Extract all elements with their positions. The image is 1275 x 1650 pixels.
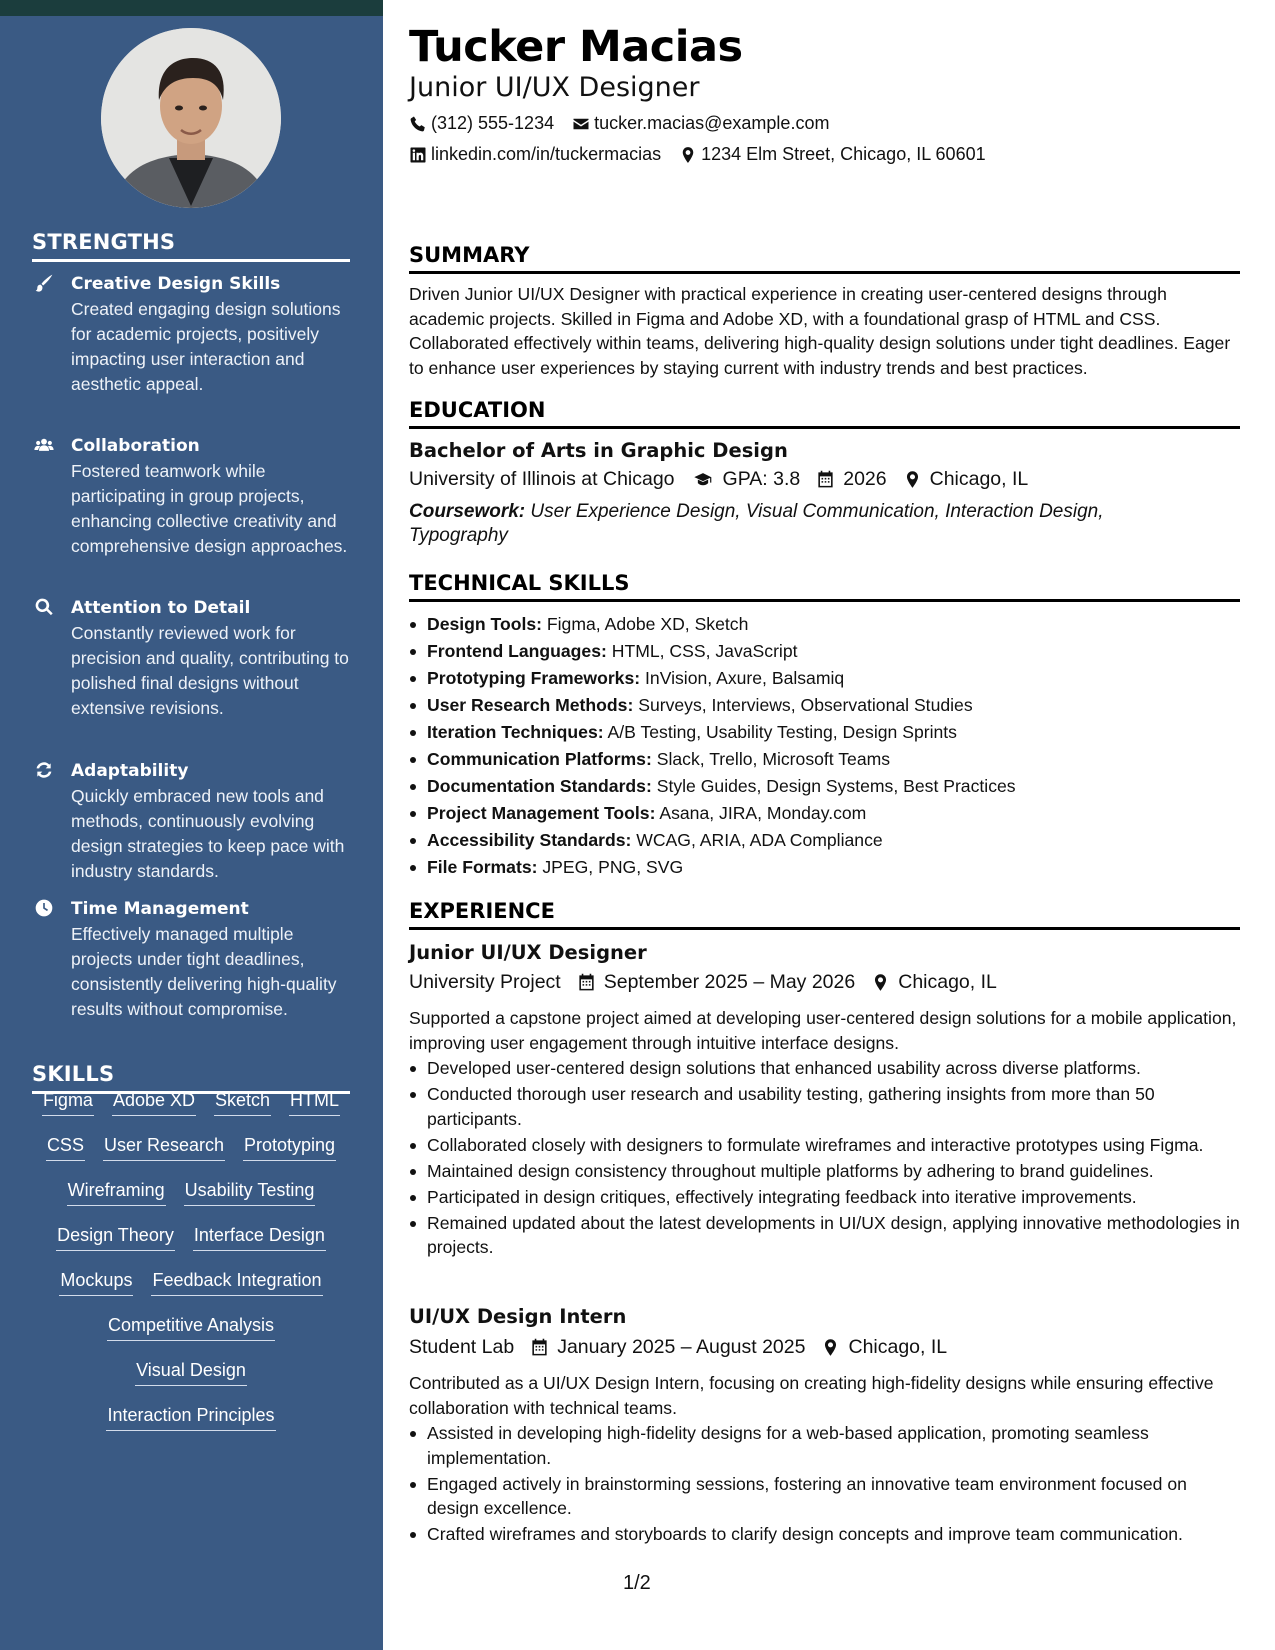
contact-row	[409, 113, 847, 134]
coursework-label: Coursework:	[409, 501, 526, 522]
skill-values: Surveys, Interviews, Observational Studies	[638, 695, 973, 715]
skill-category: File Formats:	[427, 857, 538, 877]
strength-item	[32, 596, 352, 721]
strength-item	[32, 272, 352, 397]
list-item: Remained updated about the latest developments in UI/UX design, applying innovative methodologies in projects.	[409, 1211, 1240, 1260]
strength-description: Quickly embraced new tools and methods, continuously evolving design strategies to keep pace with industry standards.	[71, 786, 345, 881]
clock-icon	[32, 897, 56, 919]
skill-tag: Feedback Integration	[151, 1268, 322, 1296]
coursework	[409, 500, 1169, 548]
skill-values: Style Guides, Design Systems, Best Practices	[656, 776, 1016, 796]
job-title: UI/UX Design Intern	[409, 1305, 627, 1328]
phone-number: (312) 555-1234	[431, 113, 555, 133]
skill-tag: Interaction Principles	[106, 1403, 275, 1431]
job-bullets	[409, 1056, 1240, 1261]
strength-title: Creative Design Skills	[71, 274, 281, 294]
list-item	[409, 692, 1240, 719]
strength-item	[32, 897, 352, 1022]
skill-tag: Usability Testing	[184, 1178, 316, 1206]
calendar-icon	[816, 470, 835, 489]
list-item	[409, 746, 1240, 773]
list-item: Developed user-centered design solutions that enhanced usability across diverse platforms.	[409, 1056, 1240, 1081]
skill-tag: Mockups	[59, 1268, 133, 1296]
search-icon	[32, 596, 56, 618]
list-item: Conducted thorough user research and usability testing, gathering insights from more than 50 participants.	[409, 1082, 1240, 1131]
summary-heading: SUMMARY	[409, 243, 1240, 274]
degree-title: Bachelor of Arts in Graphic Design	[409, 439, 788, 462]
strength-item	[32, 759, 352, 884]
list-item	[409, 773, 1240, 800]
paint-brush-icon	[32, 272, 56, 294]
email-address: tucker.macias@example.com	[594, 113, 830, 133]
list-item: Crafted wireframes and storyboards to clarify design concepts and improve team communication.	[409, 1522, 1240, 1547]
technical-skills-heading: TECHNICAL SKILLS	[409, 571, 1240, 602]
skill-category: Frontend Languages:	[427, 641, 607, 661]
education-meta	[409, 468, 1044, 491]
job-location: Chicago, IL	[898, 971, 997, 993]
strength-title: Time Management	[71, 899, 249, 919]
strength-title: Attention to Detail	[71, 598, 251, 618]
users-icon	[32, 434, 56, 456]
job-organization: Student Lab	[409, 1336, 515, 1358]
candidate-title: Junior UI/UX Designer	[409, 72, 700, 103]
list-item	[409, 638, 1240, 665]
education-location: Chicago, IL	[929, 468, 1029, 490]
skill-tag: Wireframing	[67, 1178, 166, 1206]
candidate-name: Tucker Macias	[409, 22, 743, 72]
skill-tag: Interface Design	[193, 1223, 326, 1251]
sidebar-top-band	[0, 0, 383, 16]
page-number: 1/2	[623, 1572, 651, 1594]
list-item: Maintained design consistency throughout multiple platforms by adhering to brand guidelines.	[409, 1159, 1240, 1184]
skill-values: JPEG, PNG, SVG	[542, 857, 684, 877]
sidebar	[0, 16, 383, 1650]
strength-description: Fostered teamwork while participating in group projects, enhancing collective creativity and comprehensive design approaches.	[71, 461, 348, 556]
list-item	[409, 665, 1240, 692]
strength-description: Effectively managed multiple projects under tight deadlines, consistently delivering high-quality results without compromise.	[71, 924, 337, 1019]
skill-values: WCAG, ARIA, ADA Compliance	[636, 830, 883, 850]
job-meta	[409, 1336, 963, 1359]
skills-list	[32, 1088, 350, 1448]
experience-heading: EXPERIENCE	[409, 899, 1240, 930]
skill-tag: Sketch	[214, 1088, 271, 1116]
skill-tag: Adobe XD	[112, 1088, 196, 1116]
job-location: Chicago, IL	[848, 1336, 948, 1358]
email-contact[interactable]	[572, 113, 829, 134]
skill-values: Slack, Trello, Microsoft Teams	[656, 749, 891, 769]
map-pin-icon	[821, 1338, 840, 1357]
skill-tag: Competitive Analysis	[107, 1313, 275, 1341]
skills-heading: SKILLS	[32, 1062, 350, 1094]
skill-values: HTML, CSS, JavaScript	[611, 641, 798, 661]
coursework-list: User Experience Design, Visual Communication, Interaction Design, Typography	[409, 501, 1104, 546]
skill-values: Asana, JIRA, Monday.com	[659, 803, 867, 823]
envelope-icon	[572, 115, 590, 133]
list-item	[409, 611, 1240, 638]
list-item	[409, 854, 1240, 881]
skill-category: Design Tools:	[427, 614, 543, 634]
skill-category: Iteration Techniques:	[427, 722, 604, 742]
skill-tag: Design Theory	[56, 1223, 175, 1251]
technical-skills-list	[409, 611, 1240, 881]
education-heading: EDUCATION	[409, 398, 1240, 429]
address-contact	[679, 144, 986, 165]
school-name: University of Illinois at Chicago	[409, 468, 675, 490]
calendar-icon	[577, 973, 596, 992]
job-title: Junior UI/UX Designer	[409, 941, 647, 964]
skill-values: A/B Testing, Usability Testing, Design Sprints	[607, 722, 957, 742]
skill-tag: User Research	[103, 1133, 225, 1161]
avatar	[101, 28, 281, 208]
graduation-cap-icon	[691, 470, 715, 489]
street-address: 1234 Elm Street, Chicago, IL 60601	[701, 144, 986, 164]
skill-category: Documentation Standards:	[427, 776, 652, 796]
map-pin-icon	[903, 470, 922, 489]
skill-values: InVision, Axure, Balsamiq	[645, 668, 845, 688]
list-item: Collaborated closely with designers to formulate wireframes and interactive prototypes using Figma.	[409, 1133, 1240, 1158]
phone-icon	[409, 115, 427, 133]
skill-category: Accessibility Standards:	[427, 830, 632, 850]
list-item: Engaged actively in brainstorming sessions, fostering an innovative team environment focused on design excellence.	[409, 1472, 1240, 1521]
job-bullets	[409, 1421, 1240, 1548]
list-item	[409, 827, 1240, 854]
strengths-heading: STRENGTHS	[32, 230, 350, 262]
job-organization: University Project	[409, 971, 561, 993]
job-summary: Contributed as a UI/UX Design Intern, focusing on creating high-fidelity designs while ensuring effective collaboration with technical teams.	[409, 1373, 1214, 1418]
contact-row	[409, 144, 1004, 165]
list-item	[409, 719, 1240, 746]
map-pin-icon	[679, 146, 697, 164]
skill-category: Communication Platforms:	[427, 749, 652, 769]
job-dates: January 2025 – August 2025	[557, 1336, 806, 1358]
map-pin-icon	[871, 973, 890, 992]
calendar-icon	[530, 1338, 549, 1357]
skill-category: User Research Methods:	[427, 695, 634, 715]
graduation-year: 2026	[843, 468, 887, 490]
list-item	[409, 800, 1240, 827]
strength-item	[32, 434, 352, 559]
skill-tag: HTML	[289, 1088, 340, 1116]
profile-photo	[101, 28, 281, 208]
skill-tag: Figma	[42, 1088, 94, 1116]
strength-description: Created engaging design solutions for academic projects, positively impacting user interaction and aesthetic appeal.	[71, 299, 341, 394]
gpa: GPA: 3.8	[722, 468, 801, 490]
list-item: Participated in design critiques, effectively integrating feedback into iterative improvements.	[409, 1185, 1240, 1210]
skill-category: Project Management Tools:	[427, 803, 656, 823]
skill-category: Prototyping Frameworks:	[427, 668, 641, 688]
linkedin-url: linkedin.com/in/tuckermacias	[431, 144, 662, 164]
skill-tag: Visual Design	[135, 1358, 247, 1386]
job-meta	[409, 971, 1013, 994]
job-dates: September 2025 – May 2026	[603, 971, 856, 993]
refresh-icon	[32, 759, 56, 781]
job-summary: Supported a capstone project aimed at developing user-centered design solutions for a mobile application, improving user engagement through intuitive interface designs.	[409, 1008, 1237, 1053]
strength-description: Constantly reviewed work for precision and quality, contributing to polished final designs without extensive revisions.	[71, 623, 349, 718]
phone-contact[interactable]	[409, 113, 554, 134]
linkedin-icon	[409, 146, 427, 164]
strength-title: Adaptability	[71, 761, 189, 781]
skill-tag: Prototyping	[243, 1133, 336, 1161]
linkedin-contact[interactable]	[409, 144, 661, 165]
skill-values: Figma, Adobe XD, Sketch	[546, 614, 749, 634]
summary-text: Driven Junior UI/UX Designer with practical experience in creating user-centered designs through academic projects. Skilled in Figma and Adobe XD, with a foundational grasp of HTML and CSS. Collaborated effectively within teams, delivering high-quality design solutions under tight deadlines. Eager to enhance user experiences by staying current with industry trends and best practices.	[409, 284, 1231, 378]
strength-title: Collaboration	[71, 436, 200, 456]
list-item: Assisted in developing high-fidelity designs for a web-based application, promoting seamless implementation.	[409, 1421, 1240, 1470]
skill-tag: CSS	[46, 1133, 85, 1161]
